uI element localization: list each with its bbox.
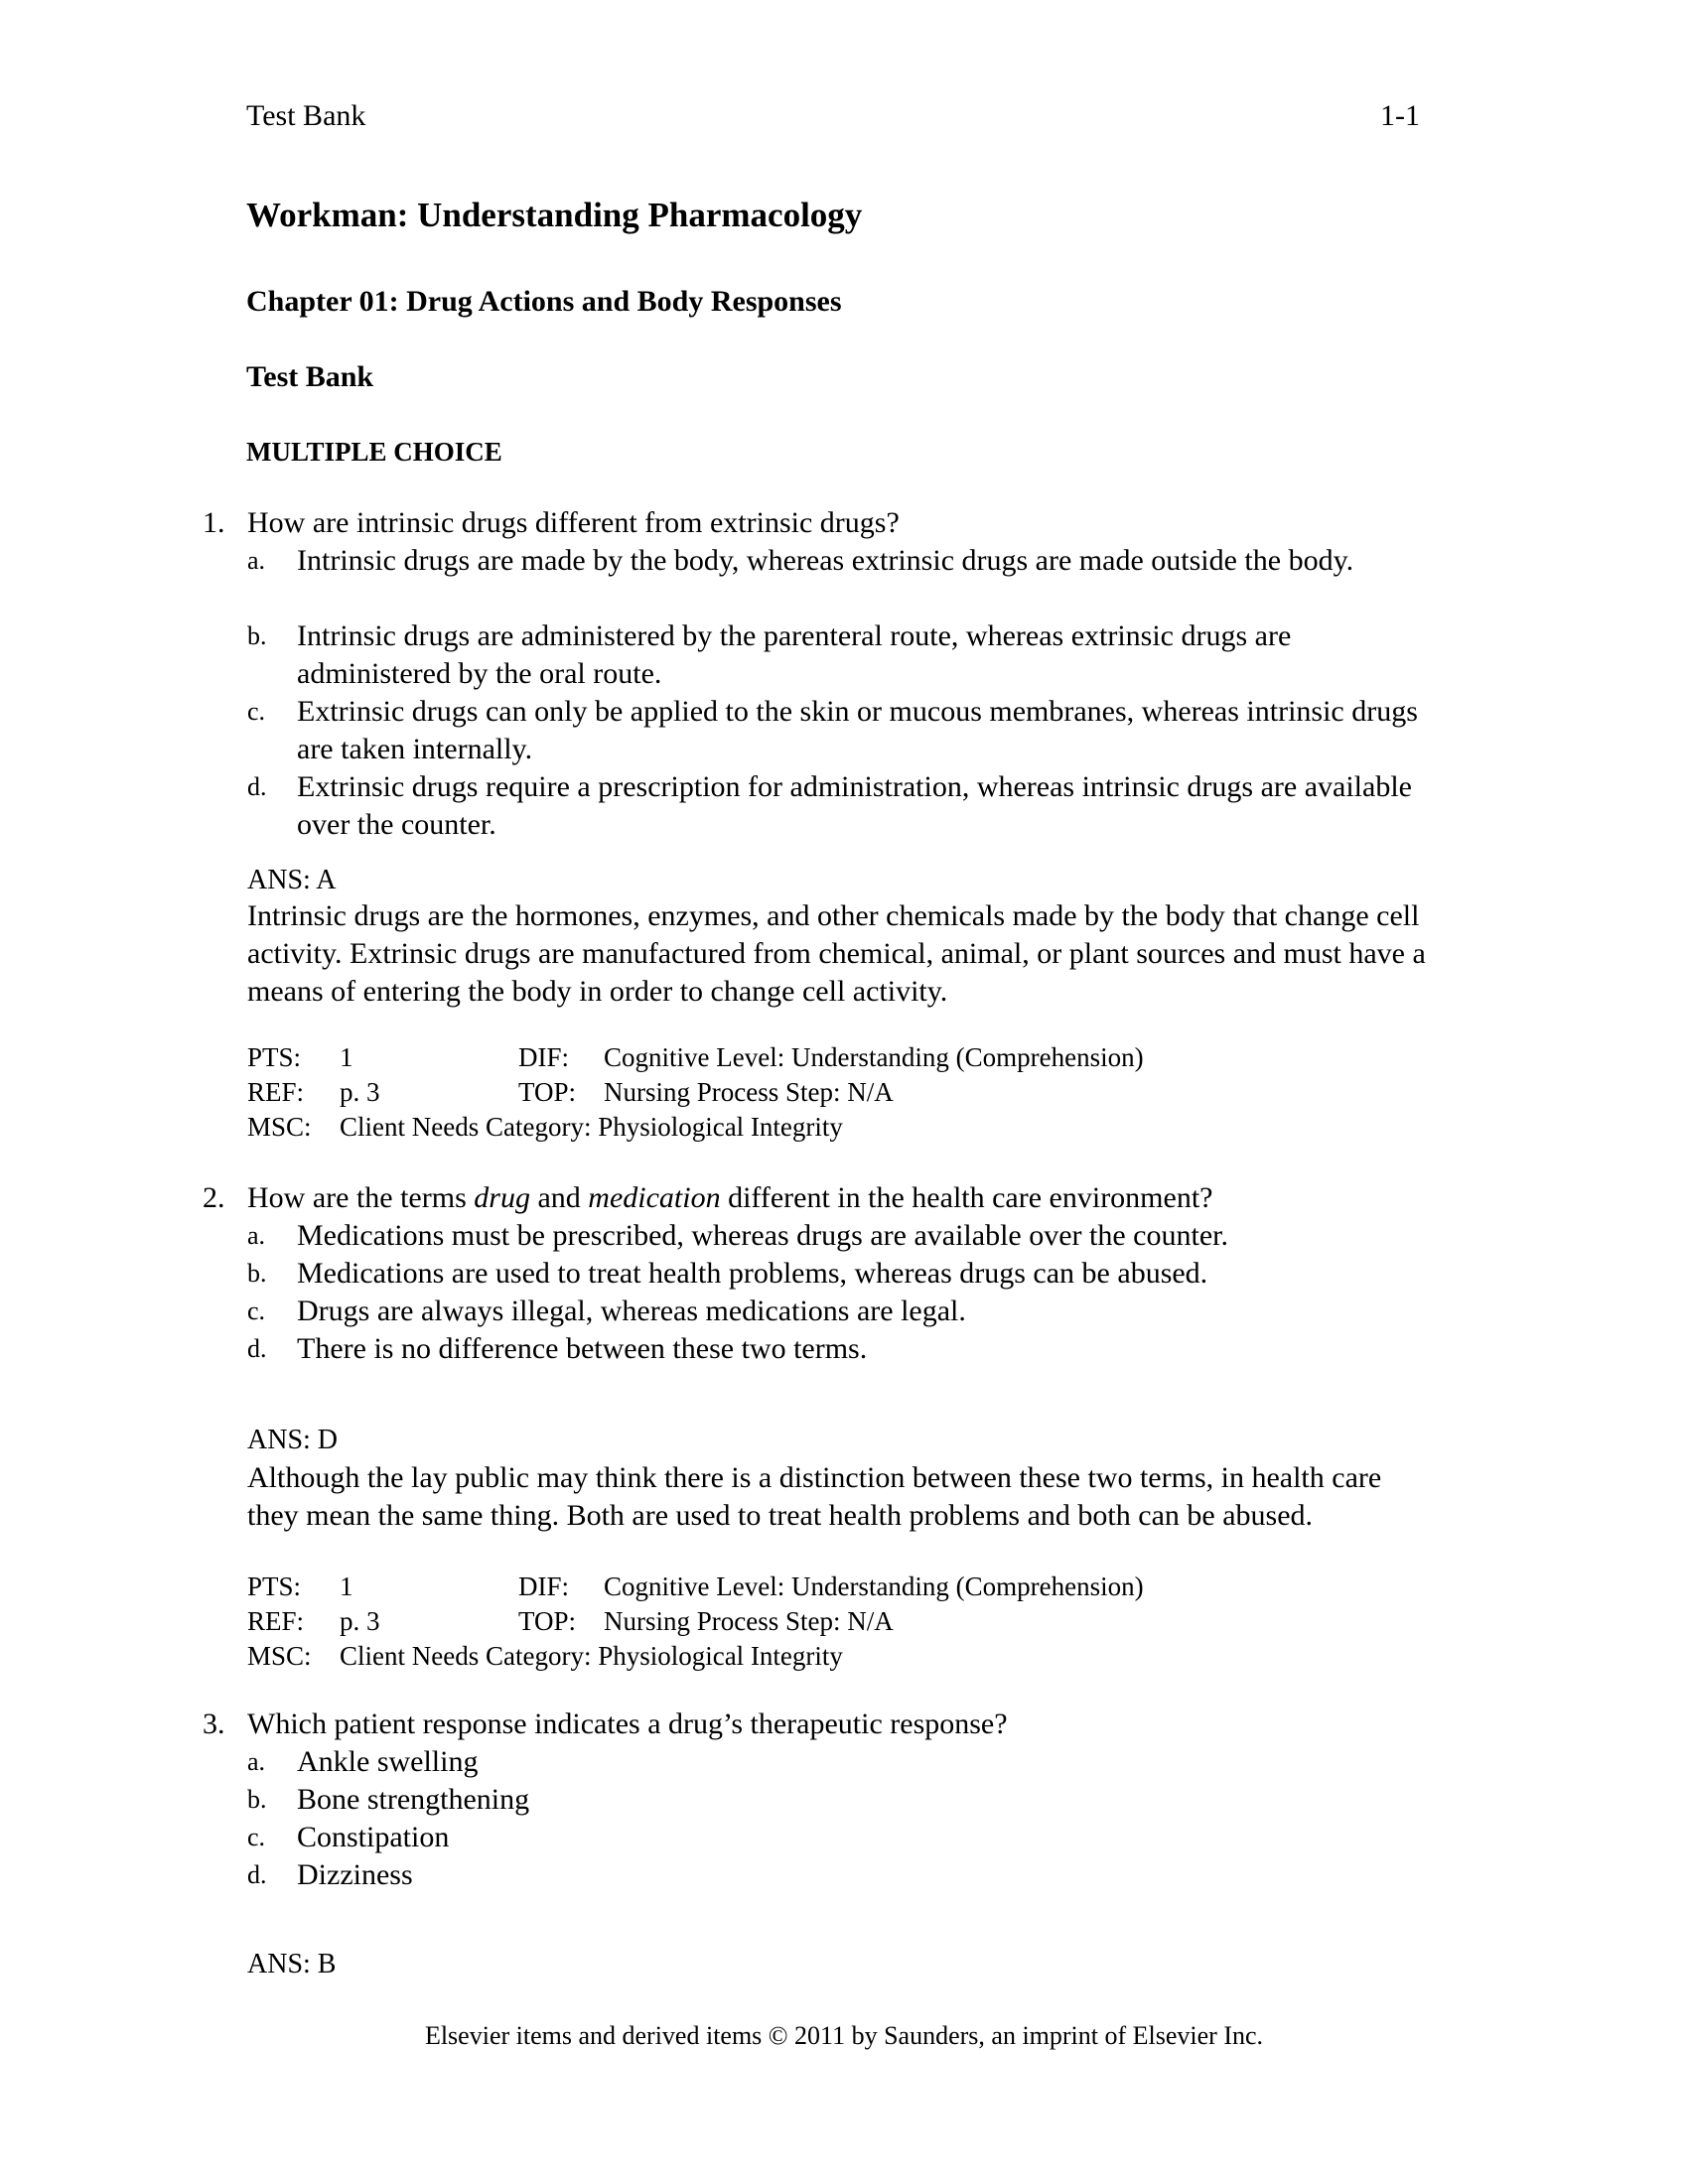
option-text: Constipation: [297, 1821, 450, 1853]
section-heading: MULTIPLE CHOICE: [246, 437, 502, 467]
option-letter: c.: [247, 697, 266, 726]
option-letter: a.: [247, 1221, 266, 1250]
dif-label: DIF:: [518, 1571, 570, 1601]
answer-key: ANS: B: [247, 1949, 337, 1979]
pts-label: PTS:: [247, 1571, 302, 1601]
stem-text: different in the health care environment?: [720, 1181, 1213, 1214]
question-stem: Which patient response indicates a drug’s therapeutic response?: [247, 1707, 1008, 1740]
answer-rationale: Intrinsic drugs are the hormones, enzymes, and other chemicals made by the body that change cell activity. Extrinsic drugs are manufactured from chemical, animal, or plant sources and must have a means of entering the body in order to change cell activity.: [247, 899, 1426, 1008]
option-letter: c.: [247, 1823, 266, 1851]
option-text: Bone strengthening: [297, 1783, 530, 1816]
msc-label: MSC:: [247, 1641, 312, 1671]
option-letter: a.: [247, 546, 266, 575]
question-number: 1.: [203, 506, 225, 539]
top-label: TOP:: [518, 1077, 577, 1107]
option-text: Dizziness: [297, 1858, 413, 1891]
top-value: Nursing Process Step: N/A: [604, 1606, 894, 1636]
option-letter: d.: [247, 772, 267, 801]
option-letter: d.: [247, 1860, 267, 1889]
option-text: Extrinsic drugs can only be applied to the skin or mucous membranes, whereas intrinsic drugs are taken internally.: [297, 695, 1418, 765]
top-value: Nursing Process Step: N/A: [604, 1077, 894, 1107]
question-metadata: [247, 1570, 1439, 1674]
document-subtitle: Test Bank: [246, 360, 374, 393]
option-letter: b.: [247, 1785, 267, 1814]
top-label: TOP:: [518, 1606, 577, 1636]
option-letter: a.: [247, 1747, 266, 1776]
dif-value: Cognitive Level: Understanding (Comprehension): [604, 1042, 1144, 1072]
dif-label: DIF:: [518, 1042, 570, 1072]
answer-key: ANS: A: [247, 865, 337, 895]
question-stem: How are intrinsic drugs different from extrinsic drugs?: [247, 506, 900, 539]
ref-value: p. 3: [340, 1077, 380, 1107]
chapter-title: Chapter 01: Drug Actions and Body Responses: [246, 285, 842, 318]
option-letter: b.: [247, 1259, 267, 1288]
msc-label: MSC:: [247, 1112, 312, 1142]
book-title: Workman: Understanding Pharmacology: [246, 196, 863, 234]
option-letter: b.: [247, 621, 267, 650]
ref-label: REF:: [247, 1077, 305, 1107]
page-number: 1-1: [1380, 99, 1420, 132]
term-medication: medication: [588, 1181, 721, 1214]
option-text: Ankle swelling: [297, 1745, 479, 1778]
option-text: Intrinsic drugs are made by the body, whereas extrinsic drugs are made outside the body.: [297, 544, 1354, 577]
ref-label: REF:: [247, 1606, 305, 1636]
stem-text: How are the terms: [247, 1181, 475, 1214]
term-drug: drug: [474, 1181, 530, 1214]
option-text: Extrinsic drugs require a prescription for administration, whereas intrinsic drugs are available over the counter.: [297, 770, 1412, 841]
msc-value: Client Needs Category: Physiological Integrity: [340, 1112, 843, 1142]
answer-rationale: Although the lay public may think there is a distinction between these two terms, in health care they mean the same thing. Both are used to treat health problems and both can be abused.: [247, 1461, 1382, 1532]
question-number: 2.: [203, 1181, 225, 1214]
option-text: Intrinsic drugs are administered by the parenteral route, whereas extrinsic drugs are administered by the oral route.: [297, 619, 1292, 690]
running-header-title: Test Bank: [246, 99, 366, 132]
pts-label: PTS:: [247, 1042, 302, 1072]
option-letter: c.: [247, 1297, 266, 1325]
dif-value: Cognitive Level: Understanding (Comprehension): [604, 1571, 1144, 1601]
question-number: 3.: [203, 1707, 225, 1740]
pts-value: 1: [340, 1042, 353, 1072]
answer-key: ANS: D: [247, 1425, 339, 1455]
question-stem: [247, 1179, 1213, 1217]
stem-text: and: [529, 1181, 589, 1214]
option-text: Medications must be prescribed, whereas drugs are available over the counter.: [297, 1219, 1228, 1252]
option-letter: d.: [247, 1334, 267, 1363]
msc-value: Client Needs Category: Physiological Integrity: [340, 1641, 843, 1671]
pts-value: 1: [340, 1571, 353, 1601]
question-metadata: [247, 1040, 1439, 1145]
ref-value: p. 3: [340, 1606, 380, 1636]
option-text: There is no difference between these two terms.: [297, 1332, 868, 1365]
option-text: Drugs are always illegal, whereas medications are legal.: [297, 1295, 966, 1327]
copyright-footer: Elsevier items and derived items © 2011 by Saunders, an imprint of Elsevier Inc.: [424, 2021, 1264, 2050]
option-text: Medications are used to treat health problems, whereas drugs can be abused.: [297, 1257, 1208, 1290]
